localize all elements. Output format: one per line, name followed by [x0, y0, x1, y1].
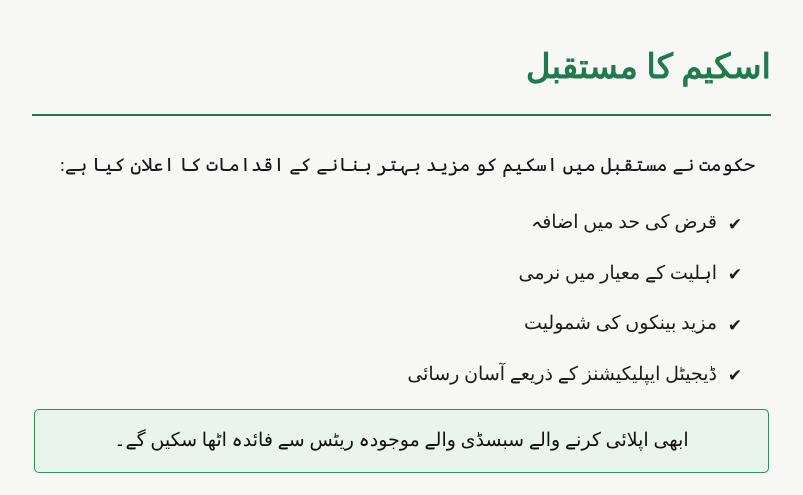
- check-icon: ✔: [727, 315, 743, 335]
- highlight-callout: ابھی اپلائی کرنے والے سبسڈی والے موجودہ ریٹس سے فائدہ اٹھا سکیں گے۔: [34, 409, 769, 473]
- list-item-label: اہلیت کے معیار میں نرمی: [518, 262, 717, 284]
- list-item: [60, 259, 743, 289]
- list-item-label: ڈیجیٹل ایپلیکیشنز کے ذریعے آسان رسائی: [407, 363, 717, 385]
- title-divider: [32, 114, 771, 116]
- intro-paragraph: حکومت نے مستقبل میں اسکیم کو مزید بہتر بنانے کے اقدامات کا اعلان کیا ہے:: [59, 155, 755, 177]
- list-item-label: مزید بینکوں کی شمولیت: [524, 313, 717, 335]
- page-title: اسکیم کا مستقبل: [525, 48, 771, 86]
- check-icon: ✔: [727, 215, 743, 235]
- list-item-label: قرض کی حد میں اضافہ: [531, 212, 717, 234]
- list-item: [60, 208, 743, 238]
- check-icon: ✔: [727, 265, 743, 285]
- list-item: [60, 309, 743, 339]
- bullet-list: [60, 208, 743, 390]
- list-item: [60, 360, 743, 390]
- check-icon: ✔: [727, 366, 743, 386]
